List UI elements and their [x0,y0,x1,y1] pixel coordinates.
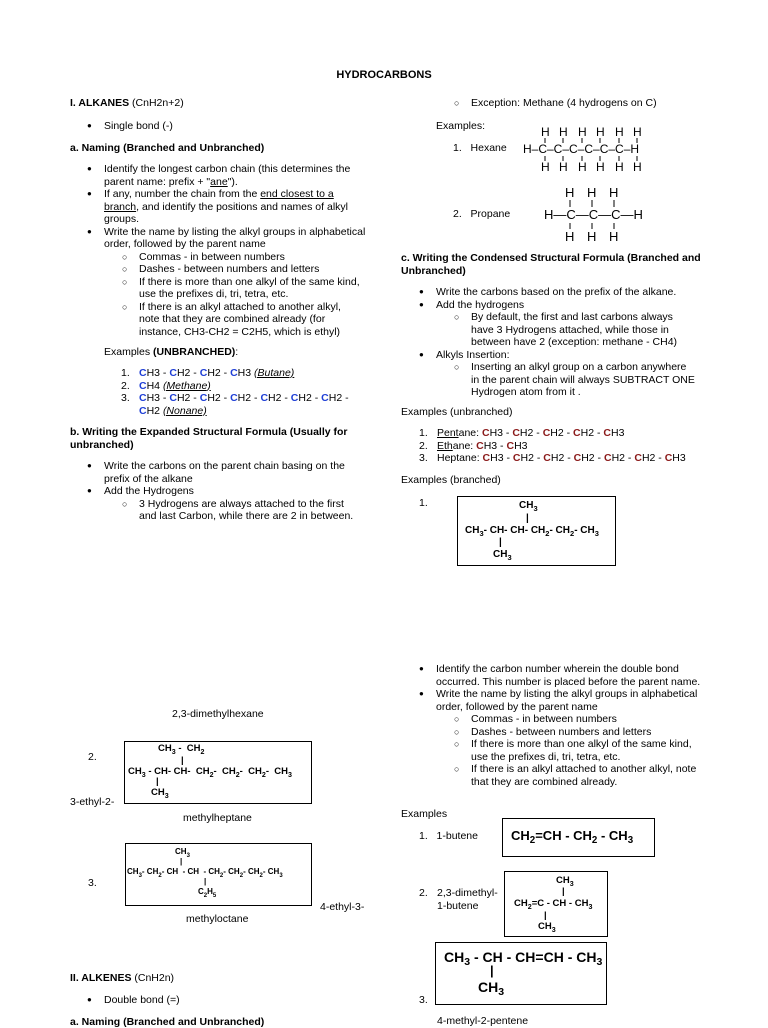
svg-text:H: H [615,160,624,174]
list-item: ○ If there is more than one alkyl of the same kind, use the prefixes di, tri, tetra, etc. [104,276,364,301]
expanded-heading: b. Writing the Expanded Structural Formula (Usually for unbranched) [70,426,348,451]
methylpentene-structure: $CH_3$ - CH - $CH=CH - CH_3$ | $CH_3$ [435,942,607,1005]
unbranched-examples-list [121,367,371,417]
branched-example-2-structure: $CH_3 - CH_2$ | $CH_3 - CH-$ CH- $CH_2-$ $CH_2-$ $CH_2-$ $CH_3$ | $CH_3$ [124,741,312,804]
list-item: ○ If there is more than one alkyl of the same kind, use the prefixes di, tri, tetra, etc. [436,738,701,763]
svg-text:H: H [578,160,587,174]
hexane-structure [520,122,670,176]
svg-text:H: H [565,185,575,200]
branched-example-3-number: 3. [88,877,97,889]
svg-text:H: H [559,125,568,139]
list-item: ○ If there is an alkyl attached to another alkyl, note that they are combined already (for instance, CH3-CH2 = C2H5, which is ethyl) [104,301,364,339]
list-item: ○ Dashes - between numbers and letters [104,263,364,276]
list-item: ● Alkyls Insertion: ○ Inserting an alkyl group on a carbon anywhere in the parent chain will always SUBTRACT ONE Hydrogen atom from it . [402,349,702,399]
svg-text:H: H [559,160,568,174]
svg-text:H: H [615,125,624,139]
branched-example-2-name-b: methylheptane [183,812,252,824]
svg-text:H: H [609,229,619,244]
alkene-naming-rules [402,663,702,788]
expanded-example-1: 1. Hexane [453,142,507,154]
hexane-atoms [523,125,642,174]
svg-text:H: H [587,229,597,244]
propane-structure [540,183,650,245]
branched-example-2-name-a: 3-ethyl-2- [70,796,115,808]
list-item: ○ Dashes - between numbers and letters [436,726,701,739]
list-item: ● Identify the longest carbon chain (this determines the parent name: prefix + "ane"). [70,163,370,188]
branched-example-1-structure: $CH_3$ | $CH_3-$ CH- CH- $CH_2-$ $CH_2-$ $CH_3$ | $CH_3$ [457,496,616,566]
propane-atoms [544,185,643,244]
list-item: ● If any, number the chain from the end closest to a branch, and identify the positions and names of alkyl groups. [70,188,370,226]
expanded-example-2: 2. Propane [453,208,511,220]
butene-structure: $CH_2=CH - CH_2 - CH_3$ [502,818,655,857]
list-item: ○ If there is an alkyl attached to another alkyl, note that they are combined already. [436,763,701,788]
list-item: ○ By default, the first and last carbons always have 3 Hydrogens attached, while those in between have 2 (exception: methane - CH4) [436,311,696,349]
svg-text:H: H [609,185,619,200]
list-item: ● Add the Hydrogens ○ 3 Hydrogens are always attached to the first and last Carbon, while there are 2 in between. [70,485,370,523]
list-item: ● Identify the carbon number wherein the double bond occurred. This number is placed before the parent name. [402,663,702,688]
condensed-rules [402,286,702,399]
branched-example-3-name-b: methyloctane [186,913,249,925]
svg-text:H—C—C—C—H: H—C—C—C—H [544,207,643,222]
branched-example-1-number: 1. [419,497,428,509]
alkanes-heading: I. ALKANES (CnH2n+2) [70,97,184,109]
alkene-bond-list [70,994,370,1007]
branched-example-2-number: 2. [88,751,97,763]
alkene-example-3-name: 4-methyl-2-pentene [437,1015,529,1027]
list-item: 3. CH3 - CH2 - CH2 - CH2 - CH2 - CH2 - CH2 - CH2 (Nonane) [121,392,349,417]
alkane-naming-rules [70,163,370,338]
branched-example-3-structure: $CH_3$ | $CH_3-$ $CH_2-$ CH - CH - $CH_2-$ $CH_2-$ $CH_2-$ $CH_3$ | $C_2H_5$ [125,843,312,906]
branched-example-1-name: 2,3-dimethylhexane [172,708,264,720]
alkene-example-1: 1. 1-butene [419,830,478,842]
branched-example-3-name-a: 4-ethyl-3- [320,901,365,913]
svg-text:H: H [541,160,550,174]
svg-text:H–C–C–C–C–C–C–H: H–C–C–C–C–C–C–H [523,142,640,156]
list-item: 3. Heptane: CH3 - CH2 - CH2 - CH2 - CH2 - CH2 - CH3 [419,452,686,464]
list-item: ○ 3 Hydrogens are always attached to the first and last Carbon, while there are 2 in between. [104,498,364,523]
alkene-example-3-number: 3. [419,994,428,1006]
list-item: ○ Inserting an alkyl group on a carbon anywhere in the parent chain will always SUBTRACT ONE Hydrogen atom from it . [436,361,696,399]
list-item: ○ Commas - in between numbers [104,251,364,264]
alkene-naming-heading: a. Naming (Branched and Unbranched) [70,1016,265,1028]
svg-text:H: H [587,185,597,200]
list-item: ● Write the carbons on the parent chain basing on the prefix of the alkane [70,460,370,485]
exception-list [436,97,736,110]
alkenes-heading: II. ALKENES (CnH2n) [70,972,175,984]
list-item: ● Add the hydrogens ○ By default, the first and last carbons always have 3 Hydrogens attached, while those in between have 2 (exception: methane - CH4) [402,299,702,349]
list-item: ● Double bond (=) [70,994,370,1007]
dimethylbutene-structure: $CH_3$ | $CH_2=C$ - CH - $CH_3$ | $CH_3$ [504,871,608,937]
expanded-rules [70,460,370,523]
page-title: HYDROCARBONS [336,69,432,81]
alkene-example-2: 2. 2,3-dimethyl-1-butene [419,887,498,912]
svg-text:H: H [541,125,550,139]
alkene-examples-label: Examples [401,808,448,820]
svg-text:H: H [596,160,605,174]
svg-text:H: H [565,229,575,244]
condensed-heading: c. Writing the Condensed Structural Formula (Branched and Unbranched) [401,252,701,277]
svg-text:H: H [578,125,587,139]
list-item: ● Single bond (-) [70,120,370,133]
svg-text:H: H [633,125,642,139]
list-item: ○ Commas - in between numbers [436,713,701,726]
svg-text:H: H [633,160,642,174]
expanded-examples-label: Examples: [436,120,486,132]
alkane-naming-heading: a. Naming (Branched and Unbranched) [70,142,265,154]
list-item: ● Write the name by listing the alkyl groups in alphabetical order, followed by the parent name ○ Commas - in between numbers ○ Dashes - between numbers and letters ○ If there is more than one alkyl of the same kind, use the prefixes di, tri, tetra, etc. ○ If there is an alkyl attached to another alkyl, note that they are combined already. [402,688,702,788]
svg-text:H: H [596,125,605,139]
unbranched-examples-label: Examples (UNBRANCHED): [104,346,239,358]
alkane-bond-list [70,120,370,133]
list-item: ● Write the carbons based on the prefix of the alkane. [402,286,702,299]
condensed-branched-label: Examples (branched) [401,474,501,486]
list-item: ○ Exception: Methane (4 hydrogens on C) [436,97,736,110]
list-item: ● Write the name by listing the alkyl groups in alphabetical order, followed by the parent name ○ Commas - in between numbers ○ Dashes - between numbers and letters ○ If there is more than one alkyl of the same kind, use the prefixes di, tri, tetra, etc. ○ If there is an alkyl attached to another alkyl, note that they are combined already (for instance, CH3-CH2 = C2H5, which is ethyl) [70,226,370,339]
condensed-unbranched-list [419,427,739,465]
list-item: 1. CH3 - CH2 - CH2 - CH3 (Butane) [121,367,295,379]
list-item: 1. Pentane: CH3 - CH2 - CH2 - CH2 - CH3 [419,427,625,439]
list-item: 2. Ethane: CH3 - CH3 [419,439,528,452]
list-item: 2. CH4 (Methane) [121,379,211,392]
condensed-unbranched-label: Examples (unbranched) [401,406,513,418]
